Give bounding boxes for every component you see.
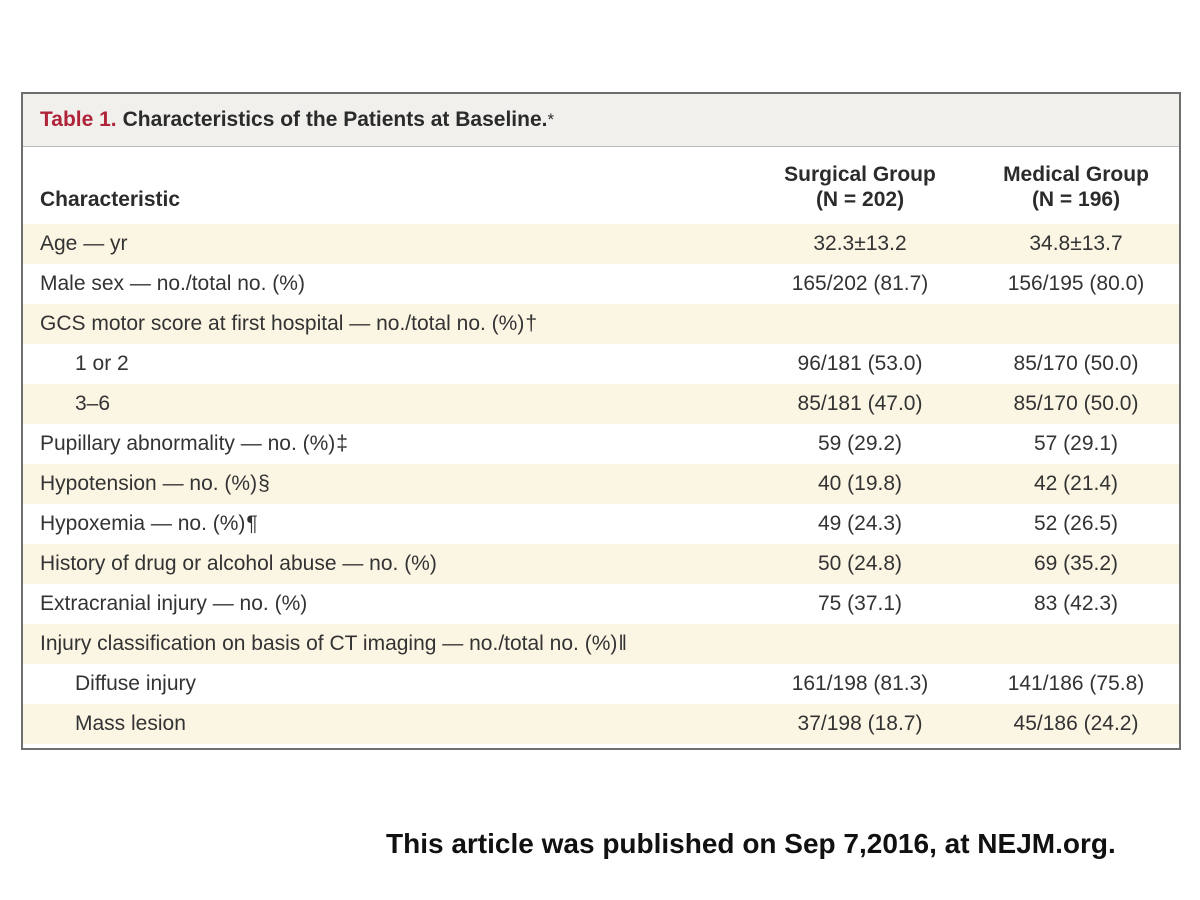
- surgical-group-value: 37/198 (18.7): [797, 712, 923, 735]
- table-row: [23, 664, 1179, 704]
- surgical-group-n: (N = 202): [815, 188, 905, 211]
- table-number-label: Table 1.: [40, 108, 117, 131]
- table-row: [23, 384, 1179, 424]
- row-label-text: 3–6: [75, 392, 111, 415]
- surgical-group-value: 75 (37.1): [817, 592, 903, 615]
- table-row: [23, 344, 1179, 384]
- surgical-group-value: 161/198 (81.3): [791, 672, 929, 695]
- row-label: [40, 512, 258, 536]
- table-body: [23, 224, 1179, 744]
- row-label-text: Pupillary abnormality — no. (%): [40, 432, 336, 455]
- column-header-surgical-group: [750, 162, 970, 212]
- row-label-text: Extracranial injury — no. (%): [40, 592, 308, 615]
- row-label: [75, 672, 196, 696]
- table-row: [23, 424, 1179, 464]
- row-label-text: Age — yr: [40, 232, 128, 255]
- table-row: [23, 544, 1179, 584]
- row-label-text: Male sex — no./total no. (%): [40, 272, 305, 295]
- footnote-mark: ‡: [336, 432, 348, 455]
- row-label: [40, 632, 627, 656]
- table-header-row: [23, 147, 1179, 224]
- table-row: [23, 464, 1179, 504]
- surgical-group-value: 165/202 (81.7): [791, 272, 929, 295]
- column-header-characteristic: Characteristic: [40, 188, 181, 211]
- row-label-text: Hypotension — no. (%): [40, 472, 258, 495]
- medical-group-value: 45/186 (24.2): [1013, 712, 1139, 735]
- table-row: [23, 624, 1179, 664]
- row-label: [40, 232, 128, 256]
- row-label: [75, 352, 129, 376]
- row-label: [75, 712, 186, 736]
- row-label: [40, 472, 270, 496]
- row-label: [40, 312, 537, 336]
- row-label: [40, 432, 348, 456]
- row-label-text: GCS motor score at first hospital — no./total no. (%): [40, 312, 525, 335]
- medical-group-value: 83 (42.3): [1033, 592, 1119, 615]
- table-row: [23, 704, 1179, 744]
- medical-group-value: 141/186 (75.8): [1007, 672, 1145, 695]
- publication-note: This article was published on Sep 7,2016, at NEJM.org.: [386, 828, 1116, 859]
- medical-group-value: 85/170 (50.0): [1013, 392, 1139, 415]
- table-row: [23, 304, 1179, 344]
- surgical-group-value: 49 (24.3): [817, 512, 903, 535]
- row-label: [40, 272, 305, 296]
- table-title-text: Characteristics of the Patients at Baseline.: [122, 108, 548, 131]
- surgical-group-value: 85/181 (47.0): [797, 392, 923, 415]
- row-label-text: Injury classification on basis of CT imaging — no./total no. (%): [40, 632, 618, 655]
- row-label-text: Hypoxemia — no. (%): [40, 512, 246, 535]
- table-row: [23, 504, 1179, 544]
- medical-group-value: 42 (21.4): [1033, 472, 1119, 495]
- row-label: [40, 552, 437, 576]
- medical-group-value: 52 (26.5): [1033, 512, 1119, 535]
- surgical-group-name: Surgical Group: [784, 163, 936, 186]
- medical-group-value: 57 (29.1): [1033, 432, 1119, 455]
- baseline-characteristics-table: [21, 92, 1181, 750]
- medical-group-value: 34.8±13.7: [1029, 232, 1123, 255]
- medical-group-value: 156/195 (80.0): [1007, 272, 1145, 295]
- medical-group-value: 85/170 (50.0): [1013, 352, 1139, 375]
- surgical-group-value: 50 (24.8): [817, 552, 903, 575]
- footnote-mark: §: [258, 472, 270, 495]
- medical-group-value: 69 (35.2): [1033, 552, 1119, 575]
- row-label-text: Mass lesion: [75, 712, 186, 735]
- table-title-footnote-mark: *: [547, 110, 555, 129]
- row-label-text: Diffuse injury: [75, 672, 196, 695]
- column-header-medical-group: [966, 162, 1186, 212]
- surgical-group-value: 32.3±13.2: [813, 232, 907, 255]
- table-row: [23, 584, 1179, 624]
- row-label: [40, 592, 307, 616]
- table-title: [23, 94, 1179, 147]
- table-row: [23, 264, 1179, 304]
- table-row: [23, 224, 1179, 264]
- footnote-mark: †: [525, 312, 538, 335]
- row-label-text: History of drug or alcohol abuse — no. (%): [40, 552, 437, 575]
- medical-group-n: (N = 196): [1031, 188, 1121, 211]
- footnote-mark: ‖: [618, 632, 628, 655]
- footnote-mark: ¶: [246, 512, 258, 535]
- surgical-group-value: 96/181 (53.0): [797, 352, 923, 375]
- row-label-text: 1 or 2: [75, 352, 129, 375]
- surgical-group-value: 40 (19.8): [817, 472, 903, 495]
- medical-group-name: Medical Group: [1003, 163, 1149, 186]
- surgical-group-value: 59 (29.2): [817, 432, 903, 455]
- row-label: [75, 392, 110, 416]
